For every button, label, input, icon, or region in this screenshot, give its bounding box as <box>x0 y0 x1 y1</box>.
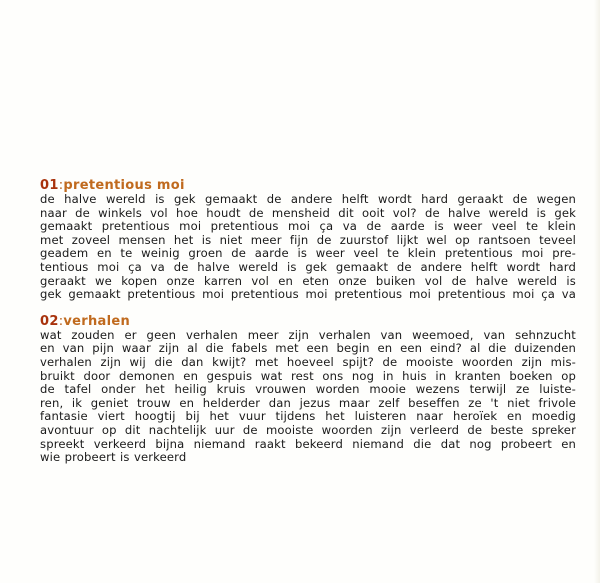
lyric-line: geadem en te weinig groen de aarde is weer veel te klein pretentious moi pre- <box>40 246 576 261</box>
lyric-line: avontuur op dit nachtelijk uur de mooiste woorden zijn verleerd de beste spreker <box>40 422 576 437</box>
lyric-line: spreekt verkeerd bijna niemand raakt bekeerd niemand die dat nog probeert en <box>40 436 576 451</box>
lyric-line: bruikt door demonen en gespuis wat rest ons nog in huis in kranten boeken op <box>40 368 576 383</box>
lyric-line: naar de winkels vol hoe houdt de mensheid dit ooit vol? de halve wereld is gek <box>40 205 576 220</box>
lyric-line: gek gemaakt pretentious moi pretentious moi pretentious moi pretentious moi ça va <box>40 287 576 302</box>
track-separator: : <box>58 313 64 329</box>
song-heading <box>40 315 576 329</box>
lyric-line: wat zouden er geen verhalen meer zijn verhalen van weemoed, van sehnzucht <box>40 327 576 342</box>
lyric-line: wie probeert is verkeerd <box>40 450 187 465</box>
track-separator: : <box>58 178 64 193</box>
lyric-line: ren, ik geniet trouw en helderder dan jezus maar zelf beseffen ze 't niet frivole <box>40 395 576 410</box>
lyrics-block <box>40 179 576 478</box>
lyric-line: gemaakt pretentious moi pretentious moi ça va de aarde is weer veel te klein <box>40 219 576 234</box>
lyric-line: verhalen zijn wij die dan kwijt? met hoeveel spijt? de mooiste woorden zijn mis- <box>40 354 576 369</box>
song-section <box>40 315 576 465</box>
song-lyrics <box>40 329 576 465</box>
song-section <box>40 179 576 302</box>
song-heading <box>40 179 576 193</box>
lyric-line: fantasie viert hoogtij bij het vuur tijdens het luisteren naar heroïek en moedig <box>40 409 576 424</box>
track-number: 02 <box>40 313 59 329</box>
song-lyrics <box>40 193 576 302</box>
page-edge <box>594 0 600 583</box>
lyric-line: tentious moi ça va de halve wereld is gek gemaakt de andere helft wordt hard <box>40 259 576 274</box>
lyric-line: geraakt we kopen onze karren vol en eten onze buiken vol de halve wereld is <box>40 273 576 288</box>
song-title: pretentious moi <box>63 178 185 193</box>
lyric-line: de tafel onder het heilig kruis vrouwen worden mooie wezens terwijl ze luiste- <box>40 382 576 397</box>
lyric-line: met zoveel mensen het is niet meer fijn de zuurstof lijkt wel op rantsoen teveel <box>40 232 576 247</box>
lyric-line: de halve wereld is gek gemaakt de andere helft wordt hard geraakt de wegen <box>40 192 576 206</box>
track-number: 01 <box>40 178 59 193</box>
lyric-line: en van pijn waar zijn al die fabels met een begin en een eind? al die duizenden <box>40 341 576 356</box>
song-title: verhalen <box>63 313 131 329</box>
